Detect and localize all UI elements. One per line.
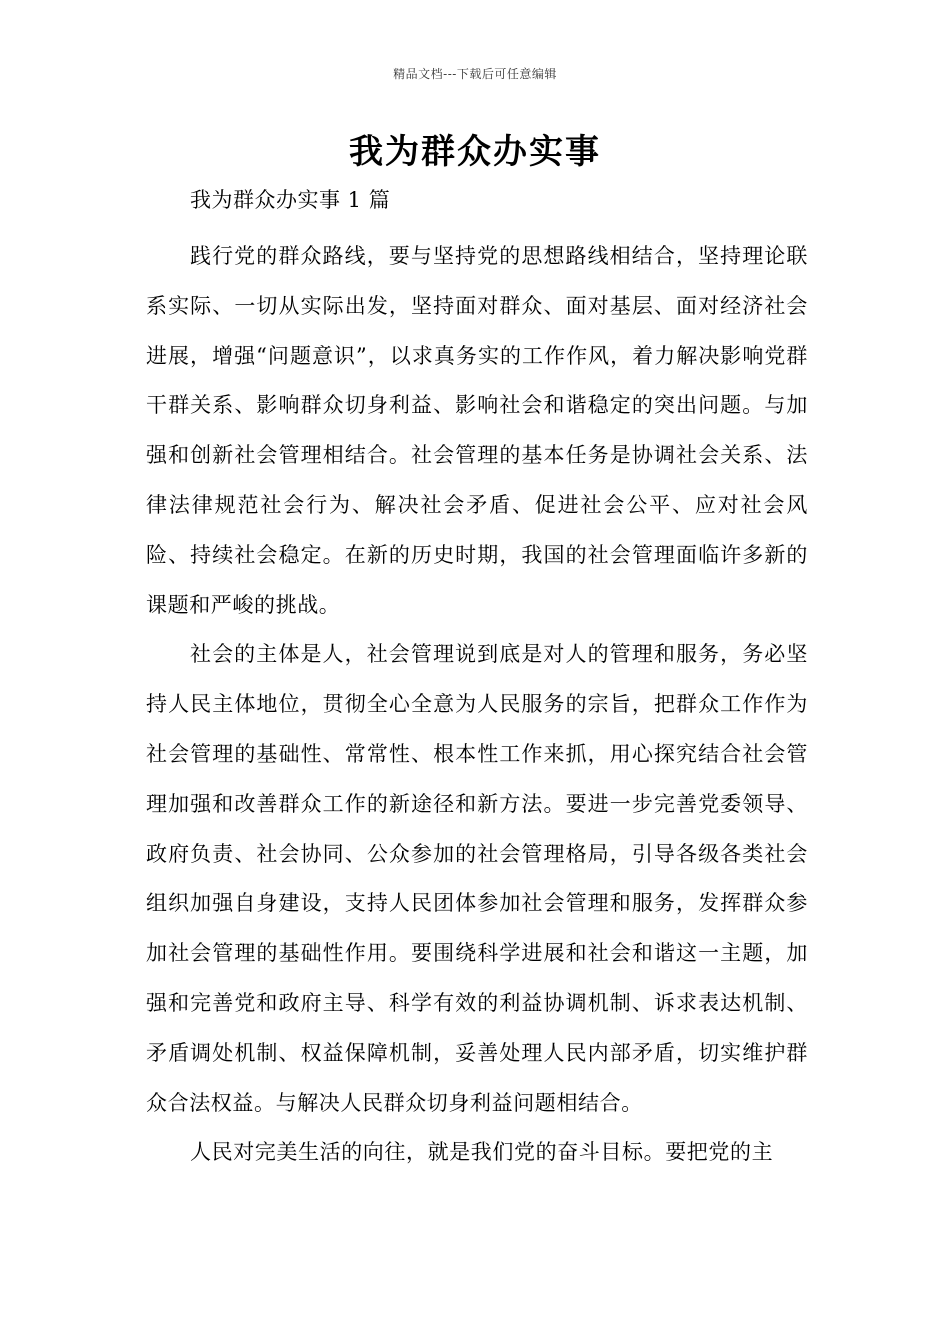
document-subtitle: 我为群众办实事 1 篇 [190, 188, 391, 212]
document-body [146, 232, 808, 1178]
paragraph-2: 社会的主体是人，社会管理说到底是对人的管理和服务，务必坚持人民主体地位，贯彻全心全意为人民服务的宗旨，把群众工作作为社会管理的基础性、常常性、根本性工作来抓，用心探究结合社会管理加强和改善群众工作的新途径和新方法。要进一步完善党委领导、政府负责、社会协同、公众参加的社会管理格局，引导各级各类社会组织加强自身建设，支持人民团体参加社会管理和服务，发挥群众参加社会管理的基础性作用。要围绕科学进展和社会和谐这一主题，加强和完善党和政府主导、科学有效的利益协调机制、诉求表达机制、矛盾调处机制、权益保障机制，妥善处理人民内部矛盾，切实维护群众合法权益。与解决人民群众切身利益问题相结合。 [146, 642, 808, 1115]
paragraph-3: 人民对完美生活的向往，就是我们党的奋斗目标。要把党的主 [190, 1140, 774, 1165]
document-title: 我为群众办实事 [349, 132, 601, 172]
paragraph-1: 践行党的群众路线，要与坚持党的思想路线相结合，坚持理论联系实际、一切从实际出发，坚持面对群众、面对基层、面对经济社会进展，增强“问题意识”，以求真务实的工作作风，着力解决影响党群干群关系、影响群众切身利益、影响社会和谐稳定的突出问题。与加强和创新社会管理相结合。社会管理的基本任务是协调社会关系、法律法律规范社会行为、解决社会矛盾、促进社会公平、应对社会风险、持续社会稳定。在新的历史时期，我国的社会管理面临许多新的课题和严峻的挑战。 [146, 244, 808, 617]
header-note: 精品文档---下载后可任意编辑 [393, 67, 557, 81]
